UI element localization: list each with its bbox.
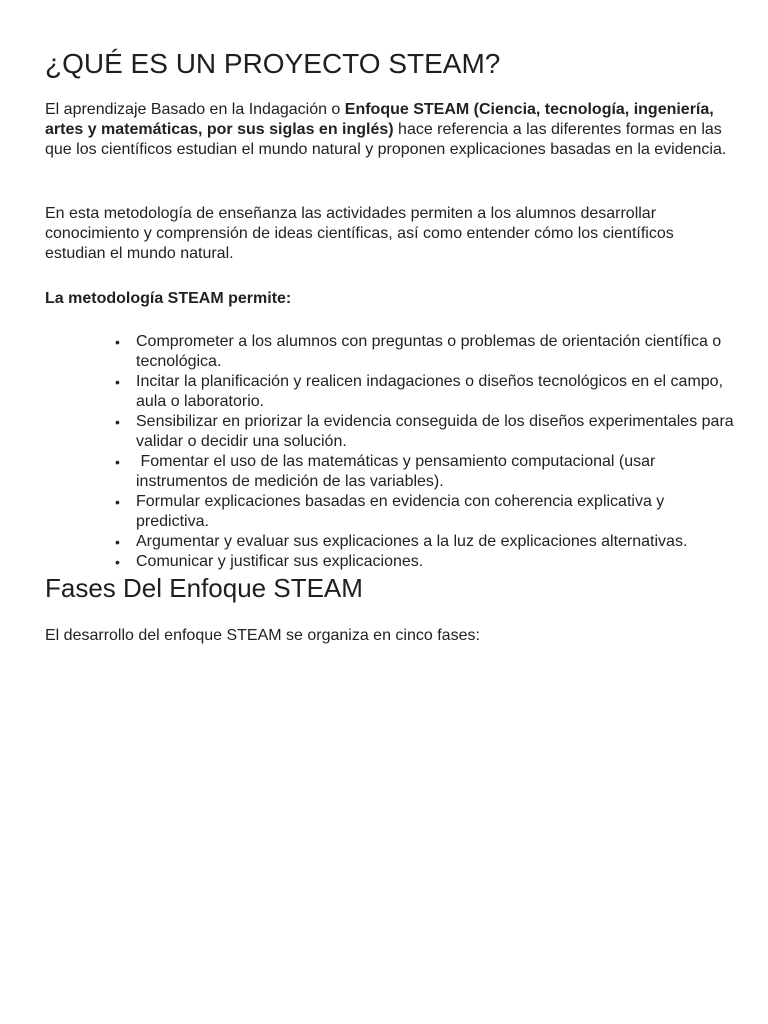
list-item [115,532,735,552]
methodology-paragraph: En esta metodología de enseñanza las actividades permiten a los alumnos desarrollar conocimiento y comprensión de ideas científicas, así como entender cómo los científicos estudian el mundo natural. [45,205,674,262]
intro-text-before: El aprendizaje Basado en la Indagación o [45,101,345,118]
list-item [115,452,735,492]
bullet-icon: • [115,374,120,390]
list-item [115,492,735,532]
list-item-text: Fomentar el uso de las matemáticas y pensamiento computacional (usar instrumentos de medición de las variables). [136,453,660,490]
list-item [115,332,735,372]
bullet-icon: • [115,454,120,470]
intro-text-after: hace referencia a las diferentes formas en las que los científicos estudian el mundo natural y proponen explicaciones basadas en la evidencia. [45,121,727,158]
intro-paragraph [45,100,735,160]
list-item-text: Sensibilizar en priorizar la evidencia conseguida de los diseños experimentales para validar o decidir una solución. [136,413,734,450]
bullet-icon: • [115,414,120,430]
phases-intro-paragraph: El desarrollo del enfoque STEAM se organiza en cinco fases: [45,627,480,644]
list-item-text: Comprometer a los alumnos con preguntas o problemas de orientación científica o tecnológica. [136,333,722,370]
list-item-text: Formular explicaciones basadas en evidencia con coherencia explicativa y predictiva. [136,493,665,530]
benefits-list [115,332,735,572]
list-item [115,552,735,572]
list-item-text: Comunicar y justificar sus explicaciones. [136,553,424,570]
list-heading: La metodología STEAM permite: [45,290,292,307]
intro-text-bold: Enfoque STEAM (Ciencia, tecnología, ingeniería, artes y matemáticas, por sus siglas en inglés) [45,101,714,138]
list-item-text: Argumentar y evaluar sus explicaciones a la luz de explicaciones alternativas. [136,533,688,550]
list-item-text: Incitar la planificación y realicen indagaciones o diseños tecnológicos en el campo, aula o laboratorio. [136,373,724,410]
page-title: ¿QUÉ ES UN PROYECTO STEAM? [45,48,501,79]
bullet-icon: • [115,334,120,350]
list-item [115,372,735,412]
bullet-icon: • [115,494,120,510]
bullet-icon: • [115,554,120,570]
list-item [115,412,735,452]
bullet-icon: • [115,534,120,550]
section-title-phases: Fases Del Enfoque STEAM [45,573,363,603]
